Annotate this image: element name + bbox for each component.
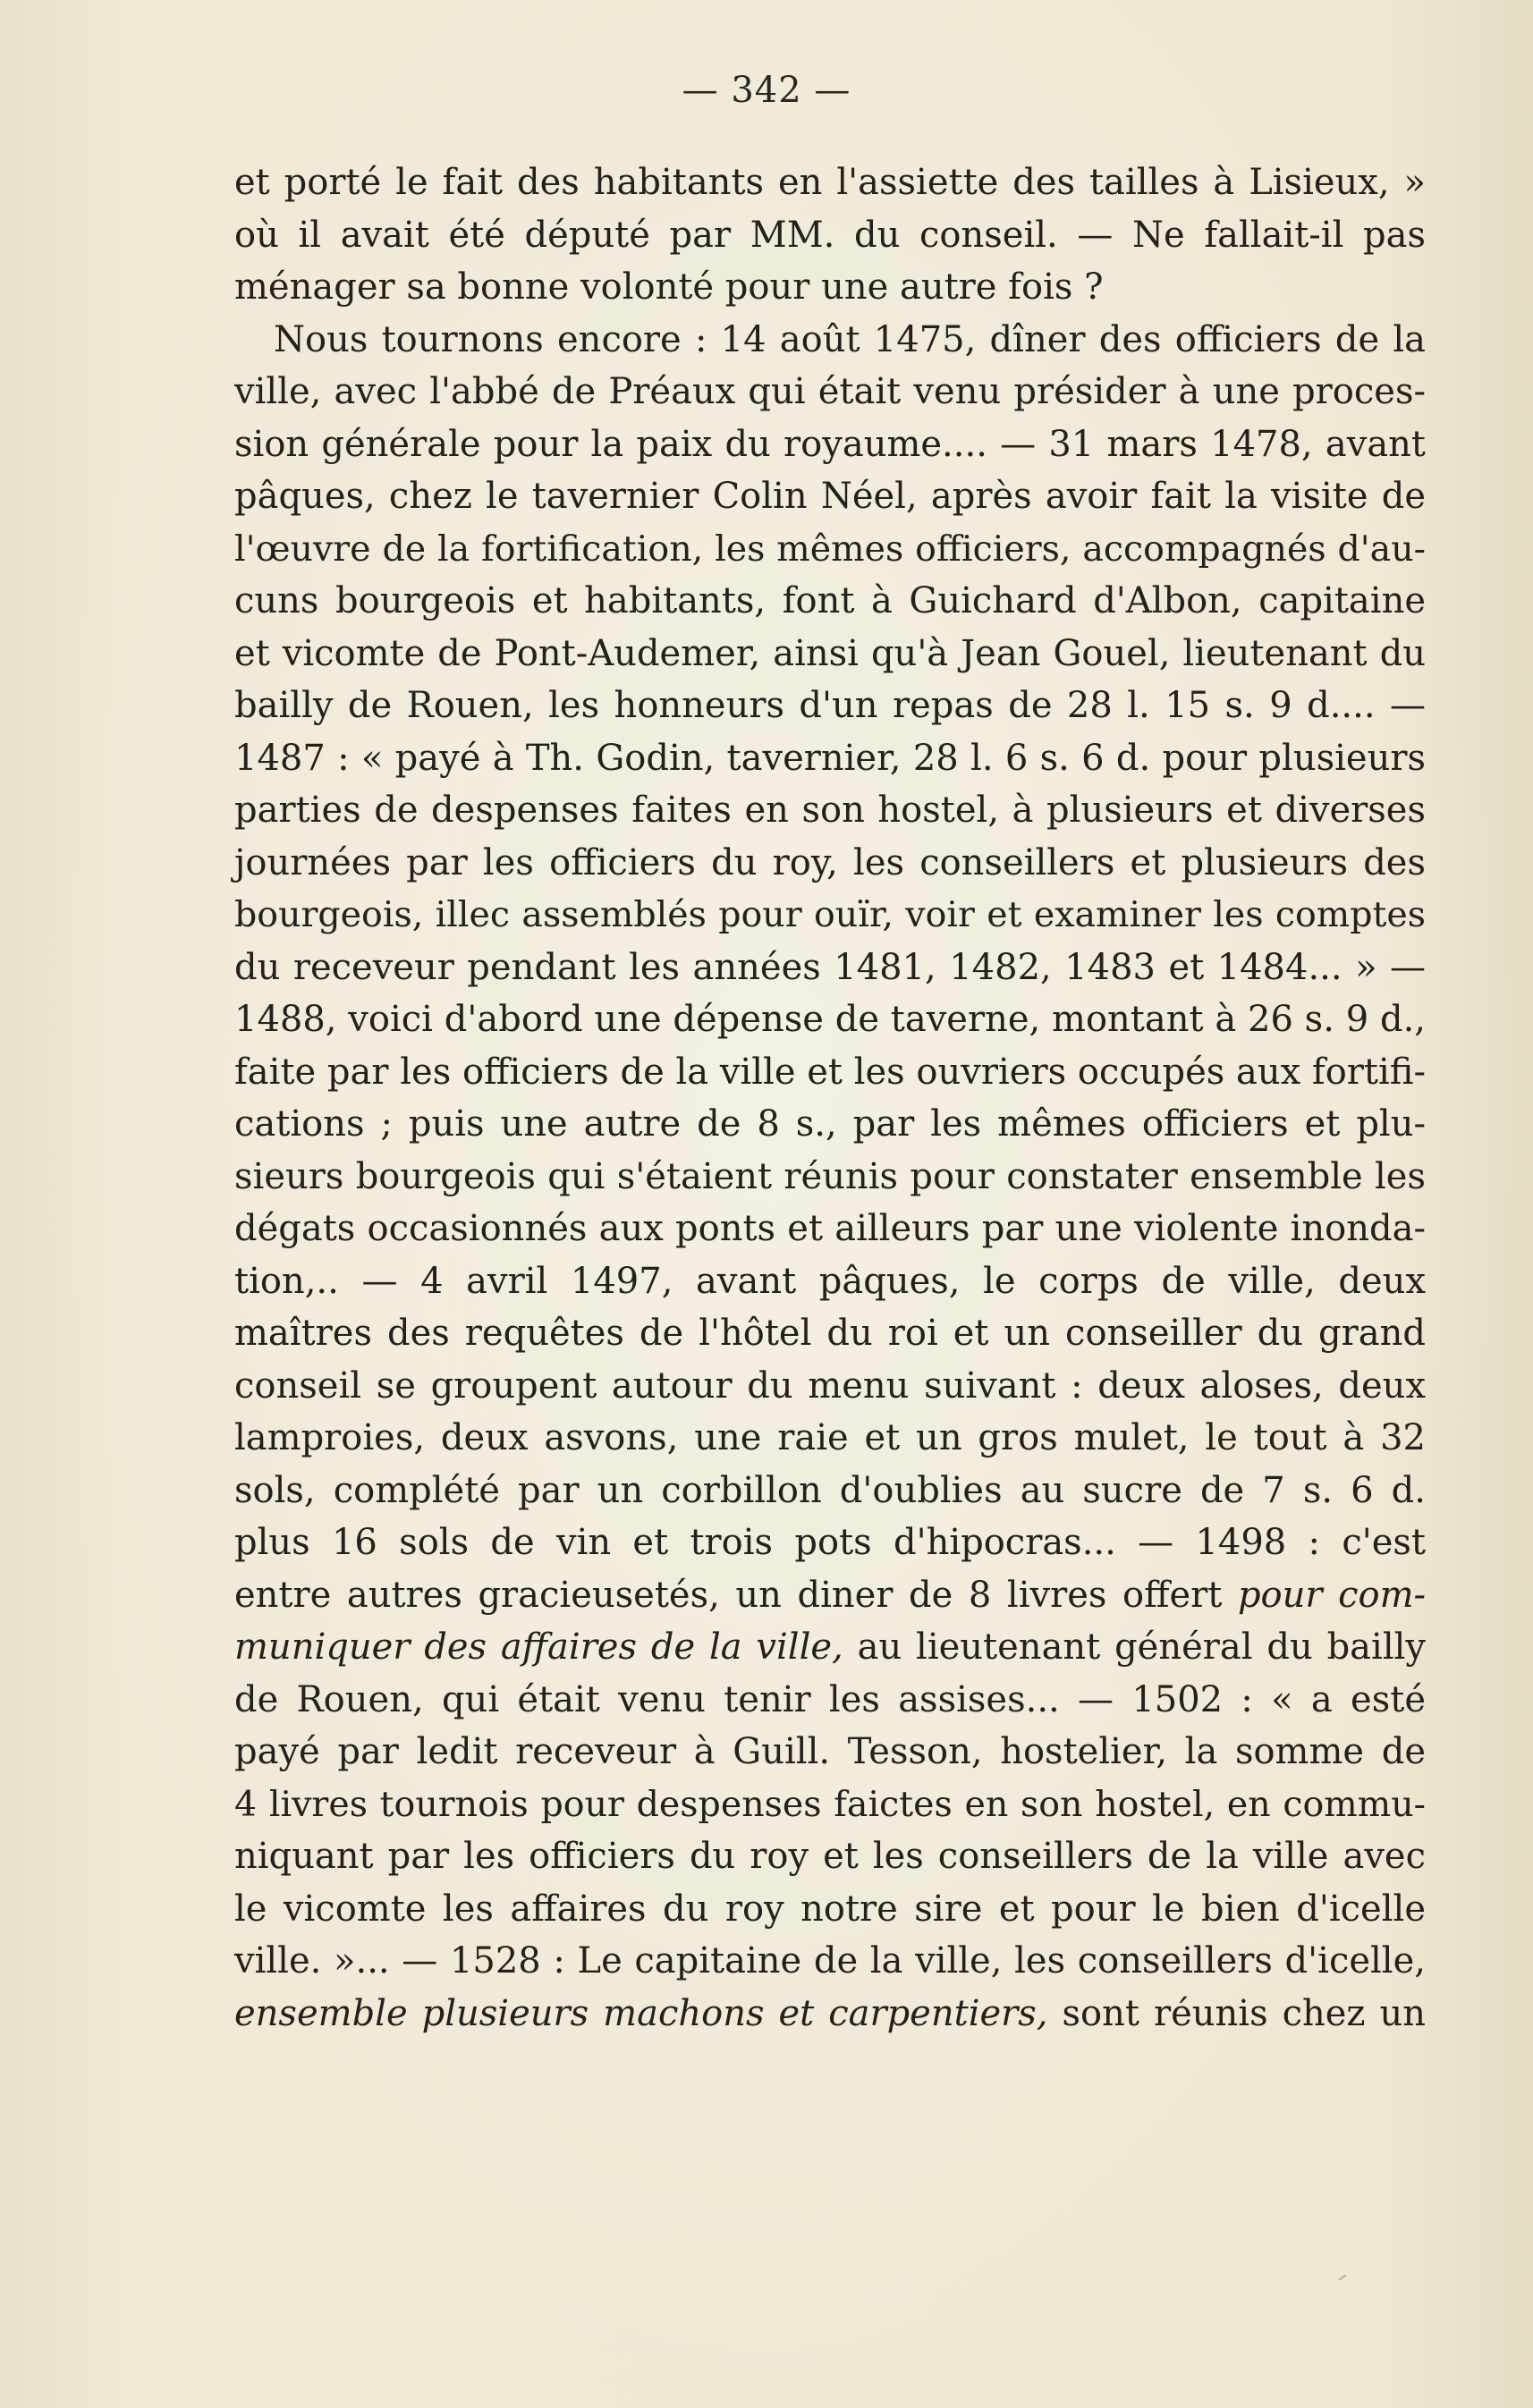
text-line: [234, 156, 1426, 209]
line-text: payé par ledit receveur à Guill. Tesson, hostelier, la somme de: [234, 1731, 1426, 1772]
line-text: plus 16 sols de vin et trois pots d'hipocras... — 1498 : c'est: [234, 1522, 1426, 1563]
text-line: [234, 837, 1426, 890]
text-line: [234, 628, 1426, 680]
line-text: où il avait été député par MM. du conseil. — Ne fallait-il pas: [234, 214, 1426, 256]
text-line: [234, 1726, 1426, 1779]
italic-text: muniquer des affaires de la ville,: [234, 1626, 843, 1668]
text-line: [234, 680, 1426, 732]
text-line: [234, 1307, 1426, 1360]
text-line: [234, 1674, 1426, 1727]
text-line: [234, 1517, 1426, 1569]
text-line: [234, 1360, 1426, 1413]
text-line: [234, 993, 1426, 1046]
line-text: lamproies, deux asvons, une raie et un gros mulet, le tout à 32: [234, 1417, 1426, 1458]
italic-text: pour com-: [1237, 1574, 1427, 1616]
text-line: [234, 1046, 1426, 1099]
line-text: ville. »... — 1528 : Le capitaine de la ville, les conseillers d'icelle,: [234, 1940, 1426, 1981]
line-text: parties de despenses faites en son hostel, à plusieurs et diverses: [234, 790, 1426, 831]
text-line: [234, 1830, 1426, 1883]
line-text: cations ; puis une autre de 8 s., par les mêmes officiers et plu-: [234, 1103, 1426, 1145]
text-line: [234, 1935, 1426, 1988]
text-line: [234, 1779, 1426, 1831]
text-line: [234, 1412, 1426, 1465]
text-line: [234, 1569, 1426, 1622]
line-text: de Rouen, qui était venu tenir les assises... — 1502 : « a esté: [234, 1678, 1426, 1720]
line-text: 1487 : « payé à Th. Godin, tavernier, 28 l. 6 s. 6 d. pour plusieurs: [234, 737, 1426, 779]
text-line: [234, 1203, 1426, 1255]
text-line: [234, 1988, 1426, 2040]
page-number: — 342 —: [682, 70, 851, 111]
line-text: l'œuvre de la fortification, les mêmes officiers, accompagnés d'au-: [234, 528, 1426, 570]
line-text: dégats occasionnés aux ponts et ailleurs par une violente inonda-: [234, 1208, 1426, 1249]
line-text: et vicomte de Pont-Audemer, ainsi qu'à Jean Gouel, lieutenant du: [234, 632, 1426, 674]
text-line: [234, 1098, 1426, 1151]
line-text: journées par les officiers du roy, les conseillers et plusieurs des: [234, 841, 1426, 883]
line-text: 4 livres tournois pour despenses faictes en son hostel, en commu-: [234, 1783, 1426, 1825]
line-text: au lieutenant général du bailly: [843, 1626, 1426, 1668]
body-text: [234, 156, 1426, 2040]
text-line: [234, 1151, 1426, 1204]
line-text: sion générale pour la paix du royaume.... — 31 mars 1478, avant: [234, 423, 1426, 465]
text-line: [234, 261, 1426, 314]
text-line: [234, 1465, 1426, 1517]
line-text: entre autres gracieusetés, un diner de 8 livres offert: [234, 1574, 1238, 1616]
paper-mark: [1338, 2274, 1346, 2280]
text-line: [234, 1255, 1426, 1308]
text-line: [234, 209, 1426, 262]
line-text: bailly de Rouen, les honneurs d'un repas de 28 l. 15 s. 9 d.... —: [234, 685, 1426, 726]
line-text: 1488, voici d'abord une dépense de taverne, montant à 26 s. 9 d.,: [234, 999, 1426, 1040]
line-text: bourgeois, illec assemblés pour ouïr, voir et examiner les comptes: [234, 894, 1426, 935]
line-text: sols, complété par un corbillon d'oublies au sucre de 7 s. 6 d.: [234, 1469, 1426, 1511]
text-line: [234, 1883, 1426, 1936]
text-line: [234, 889, 1426, 942]
line-text: sieurs bourgeois qui s'étaient réunis pour constater ensemble les: [234, 1155, 1426, 1197]
line-text: tion,.. — 4 avril 1497, avant pâques, le corps de ville, deux: [234, 1260, 1426, 1302]
line-text: ville, avec l'abbé de Préaux qui était venu présider à une proces-: [234, 371, 1426, 412]
text-line: [234, 942, 1426, 994]
text-line: [234, 784, 1426, 837]
line-text: et porté le fait des habitants en l'assiette des tailles à Lisieux, »: [234, 162, 1426, 203]
line-text: ménager sa bonne volonté pour une autre fois ?: [234, 266, 1104, 308]
line-text: Nous tournons encore : 14 août 1475, dîner des officiers de la: [274, 318, 1426, 360]
text-line: [234, 523, 1426, 576]
text-line: [234, 366, 1426, 418]
text-line: [234, 314, 1426, 367]
line-text: le vicomte les affaires du roy notre sire et pour le bien d'icelle: [234, 1888, 1426, 1930]
line-text: cuns bourgeois et habitants, font à Guichard d'Albon, capitaine: [234, 580, 1426, 621]
line-text: pâques, chez le tavernier Colin Néel, après avoir fait la visite de: [234, 476, 1426, 517]
line-text: sont réunis chez un: [1047, 1992, 1426, 2034]
line-text: niquant par les officiers du roy et les conseillers de la ville avec: [234, 1836, 1426, 1877]
line-text: conseil se groupent autour du menu suivant : deux aloses, deux: [234, 1365, 1426, 1407]
text-line: [234, 418, 1426, 471]
text-line: [234, 1621, 1426, 1674]
text-line: [234, 732, 1426, 785]
text-line: [234, 575, 1426, 628]
line-text: faite par les officiers de la ville et les ouvriers occupés aux fortifi-: [234, 1051, 1426, 1093]
line-text: maîtres des requêtes de l'hôtel du roi et un conseiller du grand: [234, 1313, 1426, 1354]
line-text: du receveur pendant les années 1481, 1482, 1483 et 1484... » —: [234, 946, 1426, 988]
italic-text: ensemble plusieurs machons et carpentiers,: [234, 1992, 1048, 2034]
text-line: [234, 470, 1426, 523]
